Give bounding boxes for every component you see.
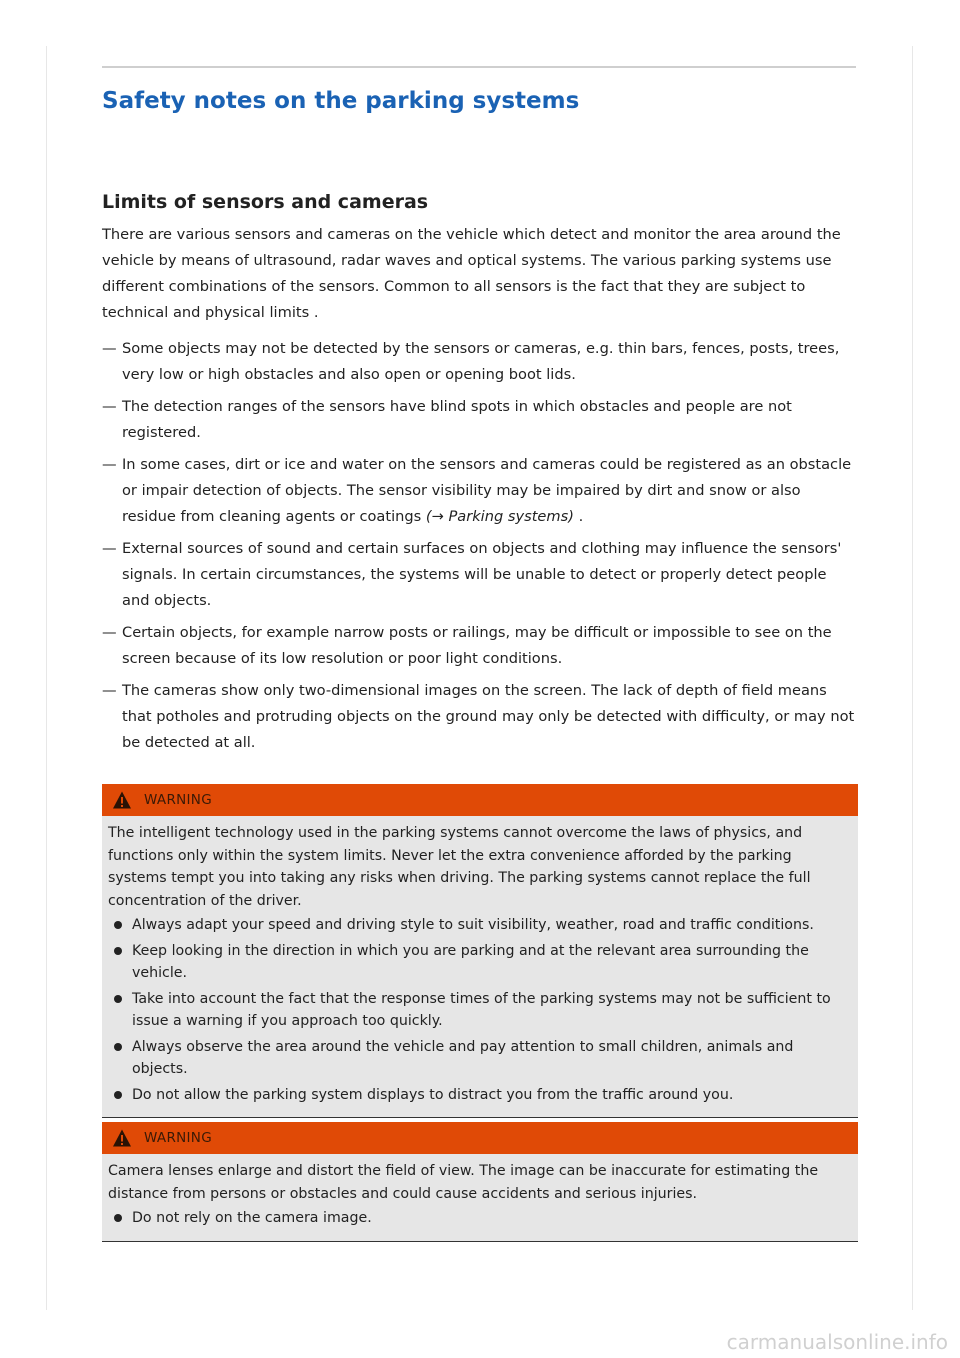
warning-text: Camera lenses enlarge and distort the field of view. The image can be inaccurate for estimating the distance from persons or obstacles and could cause accidents and serious injuries. (108, 1163, 819, 1202)
dash-marker: — (102, 682, 117, 699)
dash-marker: — (102, 340, 117, 357)
watermark: carmanualsonline.info (726, 1330, 948, 1354)
warning-box-physics (102, 784, 858, 1118)
list-item (102, 394, 858, 446)
list-item-text: Certain objects, for example narrow posts or railings, may be difficult or impossible to see on the screen because of its low resolution or poor light conditions. (122, 624, 832, 667)
warning-body (102, 816, 858, 1117)
dash-marker: — (102, 398, 117, 415)
list-item-text: External sources of sound and certain surfaces on objects and clothing may influence the sensors' signals. In certain circumstances, the systems will be unable to detect or properly detect people and objects. (122, 540, 842, 609)
bullet-text: Always observe the area around the vehicle and pay attention to small children, animals and objects. (132, 1038, 794, 1077)
section-title: Limits of sensors and cameras (102, 191, 429, 213)
list-item (108, 940, 852, 985)
list-item (108, 1036, 852, 1081)
warning-triangle-icon (112, 790, 132, 810)
bullet-dot-icon (114, 1043, 122, 1051)
page-margin-left (46, 46, 47, 1310)
list-item-suffix: . (573, 508, 584, 525)
dash-marker: — (102, 540, 117, 557)
list-item (108, 1207, 852, 1230)
warning-box-camera (102, 1122, 858, 1242)
bullet-text: Keep looking in the direction in which you are parking and at the relevant area surrounding the vehicle. (132, 942, 809, 981)
bullet-dot-icon (114, 995, 122, 1003)
list-item (108, 988, 852, 1033)
list-item (108, 914, 852, 937)
cross-reference-link[interactable]: (→ Parking systems) (425, 508, 574, 525)
warning-bullet-list (108, 914, 852, 1106)
page-title: Safety notes on the parking systems (102, 88, 580, 114)
list-item (108, 1084, 852, 1107)
limits-list (102, 336, 858, 762)
bullet-text: Take into account the fact that the response times of the parking systems may not be sufficient to issue a warning if you approach too quickly. (132, 990, 831, 1029)
bullet-text: Do not rely on the camera image. (132, 1210, 372, 1226)
list-item (102, 452, 858, 530)
list-item (102, 620, 858, 672)
page-margin-right (912, 46, 913, 1310)
list-item-text: In some cases, dirt or ice and water on the sensors and cameras could be registered as an obstacle or impair detection of objects. The sensor visibility may be impaired by dirt and snow or also residue from cleaning agents or coatings (122, 456, 852, 525)
warning-triangle-icon (112, 1128, 132, 1148)
header-rule (102, 66, 856, 68)
bullet-dot-icon (114, 947, 122, 955)
list-item-text: Some objects may not be detected by the sensors or cameras, e.g. thin bars, fences, posts, trees, very low or high obstacles and also open or opening boot lids. (122, 340, 840, 383)
list-item-text: The cameras show only two-dimensional images on the screen. The lack of depth of field means that potholes and protruding objects on the ground may only be detected with difficulty, or may not be detected at all. (122, 682, 855, 751)
list-item (102, 536, 858, 614)
bullet-text: Do not allow the parking system displays to distract you from the traffic around you. (132, 1086, 734, 1103)
list-item (102, 336, 858, 388)
list-item-text: The detection ranges of the sensors have blind spots in which obstacles and people are not registered. (122, 398, 792, 441)
warning-header (102, 784, 858, 816)
warning-text: The intelligent technology used in the parking systems cannot overcome the laws of physics, and functions only within the system limits. Never let the extra convenience afforded by the parking systems tempt you into taking any risks when driving. The parking systems cannot replace the full concentration of the driver. (108, 825, 811, 909)
bullet-dot-icon (114, 1091, 122, 1099)
warning-bullet-list (108, 1207, 852, 1230)
bullet-text: Always adapt your speed and driving style to suit visibility, weather, road and traffic conditions. (132, 917, 814, 933)
dash-marker: — (102, 456, 117, 473)
intro-paragraph: There are various sensors and cameras on the vehicle which detect and monitor the area around the vehicle by means of ultrasound, radar waves and optical systems. The various parking systems use different combinations of the sensors. Common to all sensors is the fact that they are subject to technical and physical limits . (102, 226, 841, 321)
bullet-dot-icon (114, 1214, 122, 1222)
bullet-dot-icon (114, 921, 122, 929)
warning-body (102, 1154, 858, 1241)
list-item (102, 678, 858, 756)
warning-label: WARNING (144, 792, 212, 808)
warning-label: WARNING (144, 1130, 212, 1146)
warning-header (102, 1122, 858, 1154)
dash-marker: — (102, 624, 117, 641)
